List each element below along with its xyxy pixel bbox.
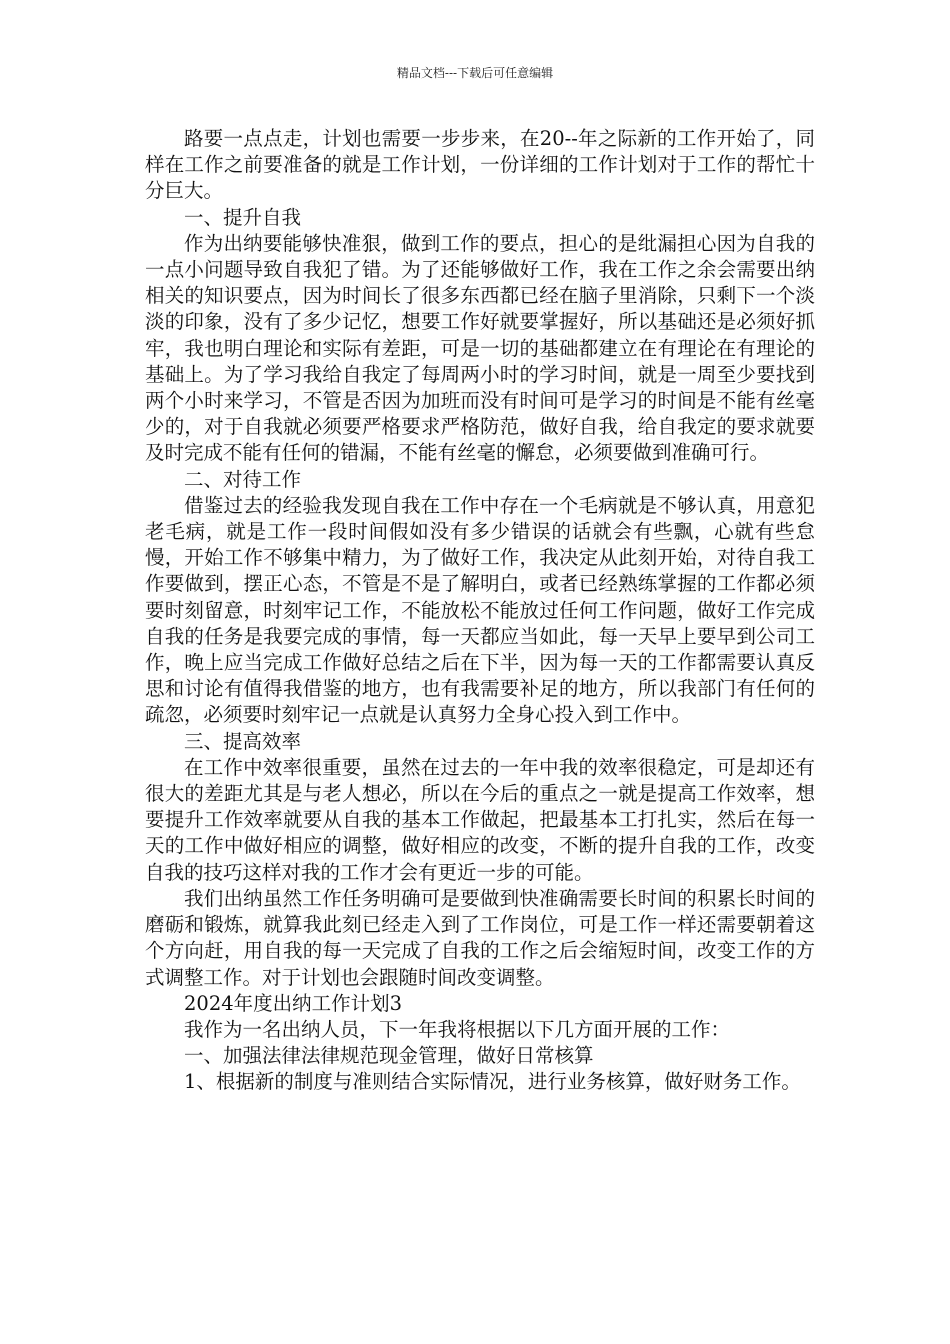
paragraph: 在工作中效率很重要，虽然在过去的一年中我的效率很稳定，可是却还有很大的差距尤其是与老人想必，所以在今后的重点之一就是提高工作效率，想要提升工作效率就要从自我的基本工作做起，把最基本工打扎实，然后在每一天的工作中做好相应的调整，做好相应的改变，不断的提升自我的工作，改变自我的技巧这样对我的工作才会有更近一步的可能。 [145,755,815,884]
paragraph: 路要一点点走，计划也需要一步步来，在20--年之际新的工作开始了，同样在工作之前要准备的就是工作计划，一份详细的工作计划对于工作的帮忙十分巨大。 [145,127,815,203]
paragraph: 我们出纳虽然工作任务明确可是要做到快准确需要长时间的积累长时间的磨砺和锻炼，就算我此刻已经走入到了工作岗位，可是工作一样还需要朝着这个方向赶，用自我的每一天完成了自我的工作之后会缩短时间，改变工作的方式调整工作。对于计划也会跟随时间改变调整。 [145,886,815,989]
section-heading: 一、加强法律法律规范现金管理，做好日常核算 [184,1044,594,1068]
section-heading: 2024年度出纳工作计划3 [184,991,403,1015]
section-heading: 二、对待工作 [184,467,302,491]
paragraph: 借鉴过去的经验我发现自我在工作中存在一个毛病就是不够认真，用意犯老毛病，就是工作一段时间假如没有多少错误的话就会有些飘，心就有些怠慢，开始工作不够集中精力，为了做好工作，我决定从此刻开始，对待自我工作要做到，摆正心态，不管是不是了解明白，或者已经熟练掌握的工作都必须要时刻留意，时刻牢记工作，不能放松不能放过任何工作问题，做好工作完成自我的任务是我要完成的事情，每一天都应当如此，每一天早上要早到公司工作，晚上应当完成工作做好总结之后在下半，因为每一天的工作都需要认真反思和讨论有值得我借鉴的地方，也有我需要补足的地方，所以我部门有任何的疏忽，必须要时刻牢记一点就是认真努力全身心投入到工作中。 [145,493,815,727]
paragraph: 1、根据新的制度与准则结合实际情况，进行业务核算，做好财务工作。 [184,1070,801,1094]
document-body [145,126,815,1096]
section-heading: 三、提高效率 [184,729,302,753]
paragraph: 作为出纳要能够快准狠，做到工作的要点，担心的是纰漏担心因为自我的一点小问题导致自我犯了错。为了还能够做好工作，我在工作之余会需要出纳相关的知识要点，因为时间长了很多东西都已经在脑子里消除，只剩下一个淡淡的印象，没有了多少记忆，想要工作好就要掌握好，所以基础还是必须好抓牢，我也明白理论和实际有差距，可是一切的基础都建立在有理论在有理论的基础上。为了学习我给自我定了每周两小时的学习时间，就是一周至少要找到两个小时来学习，不管是否因为加班而没有时间可是学习的时间是不能有丝毫少的，对于自我就必须要严格要求严格防范，做好自我，给自我定的要求就要及时完成不能有任何的错漏，不能有丝毫的懈怠，必须要做到准确可行。 [145,231,815,465]
paragraph: 我作为一名出纳人员，下一年我将根据以下几方面开展的工作： [184,1017,731,1041]
page-header: 精品文档---下载后可任意编辑 [396,66,554,80]
section-heading: 一、提升自我 [184,205,302,229]
